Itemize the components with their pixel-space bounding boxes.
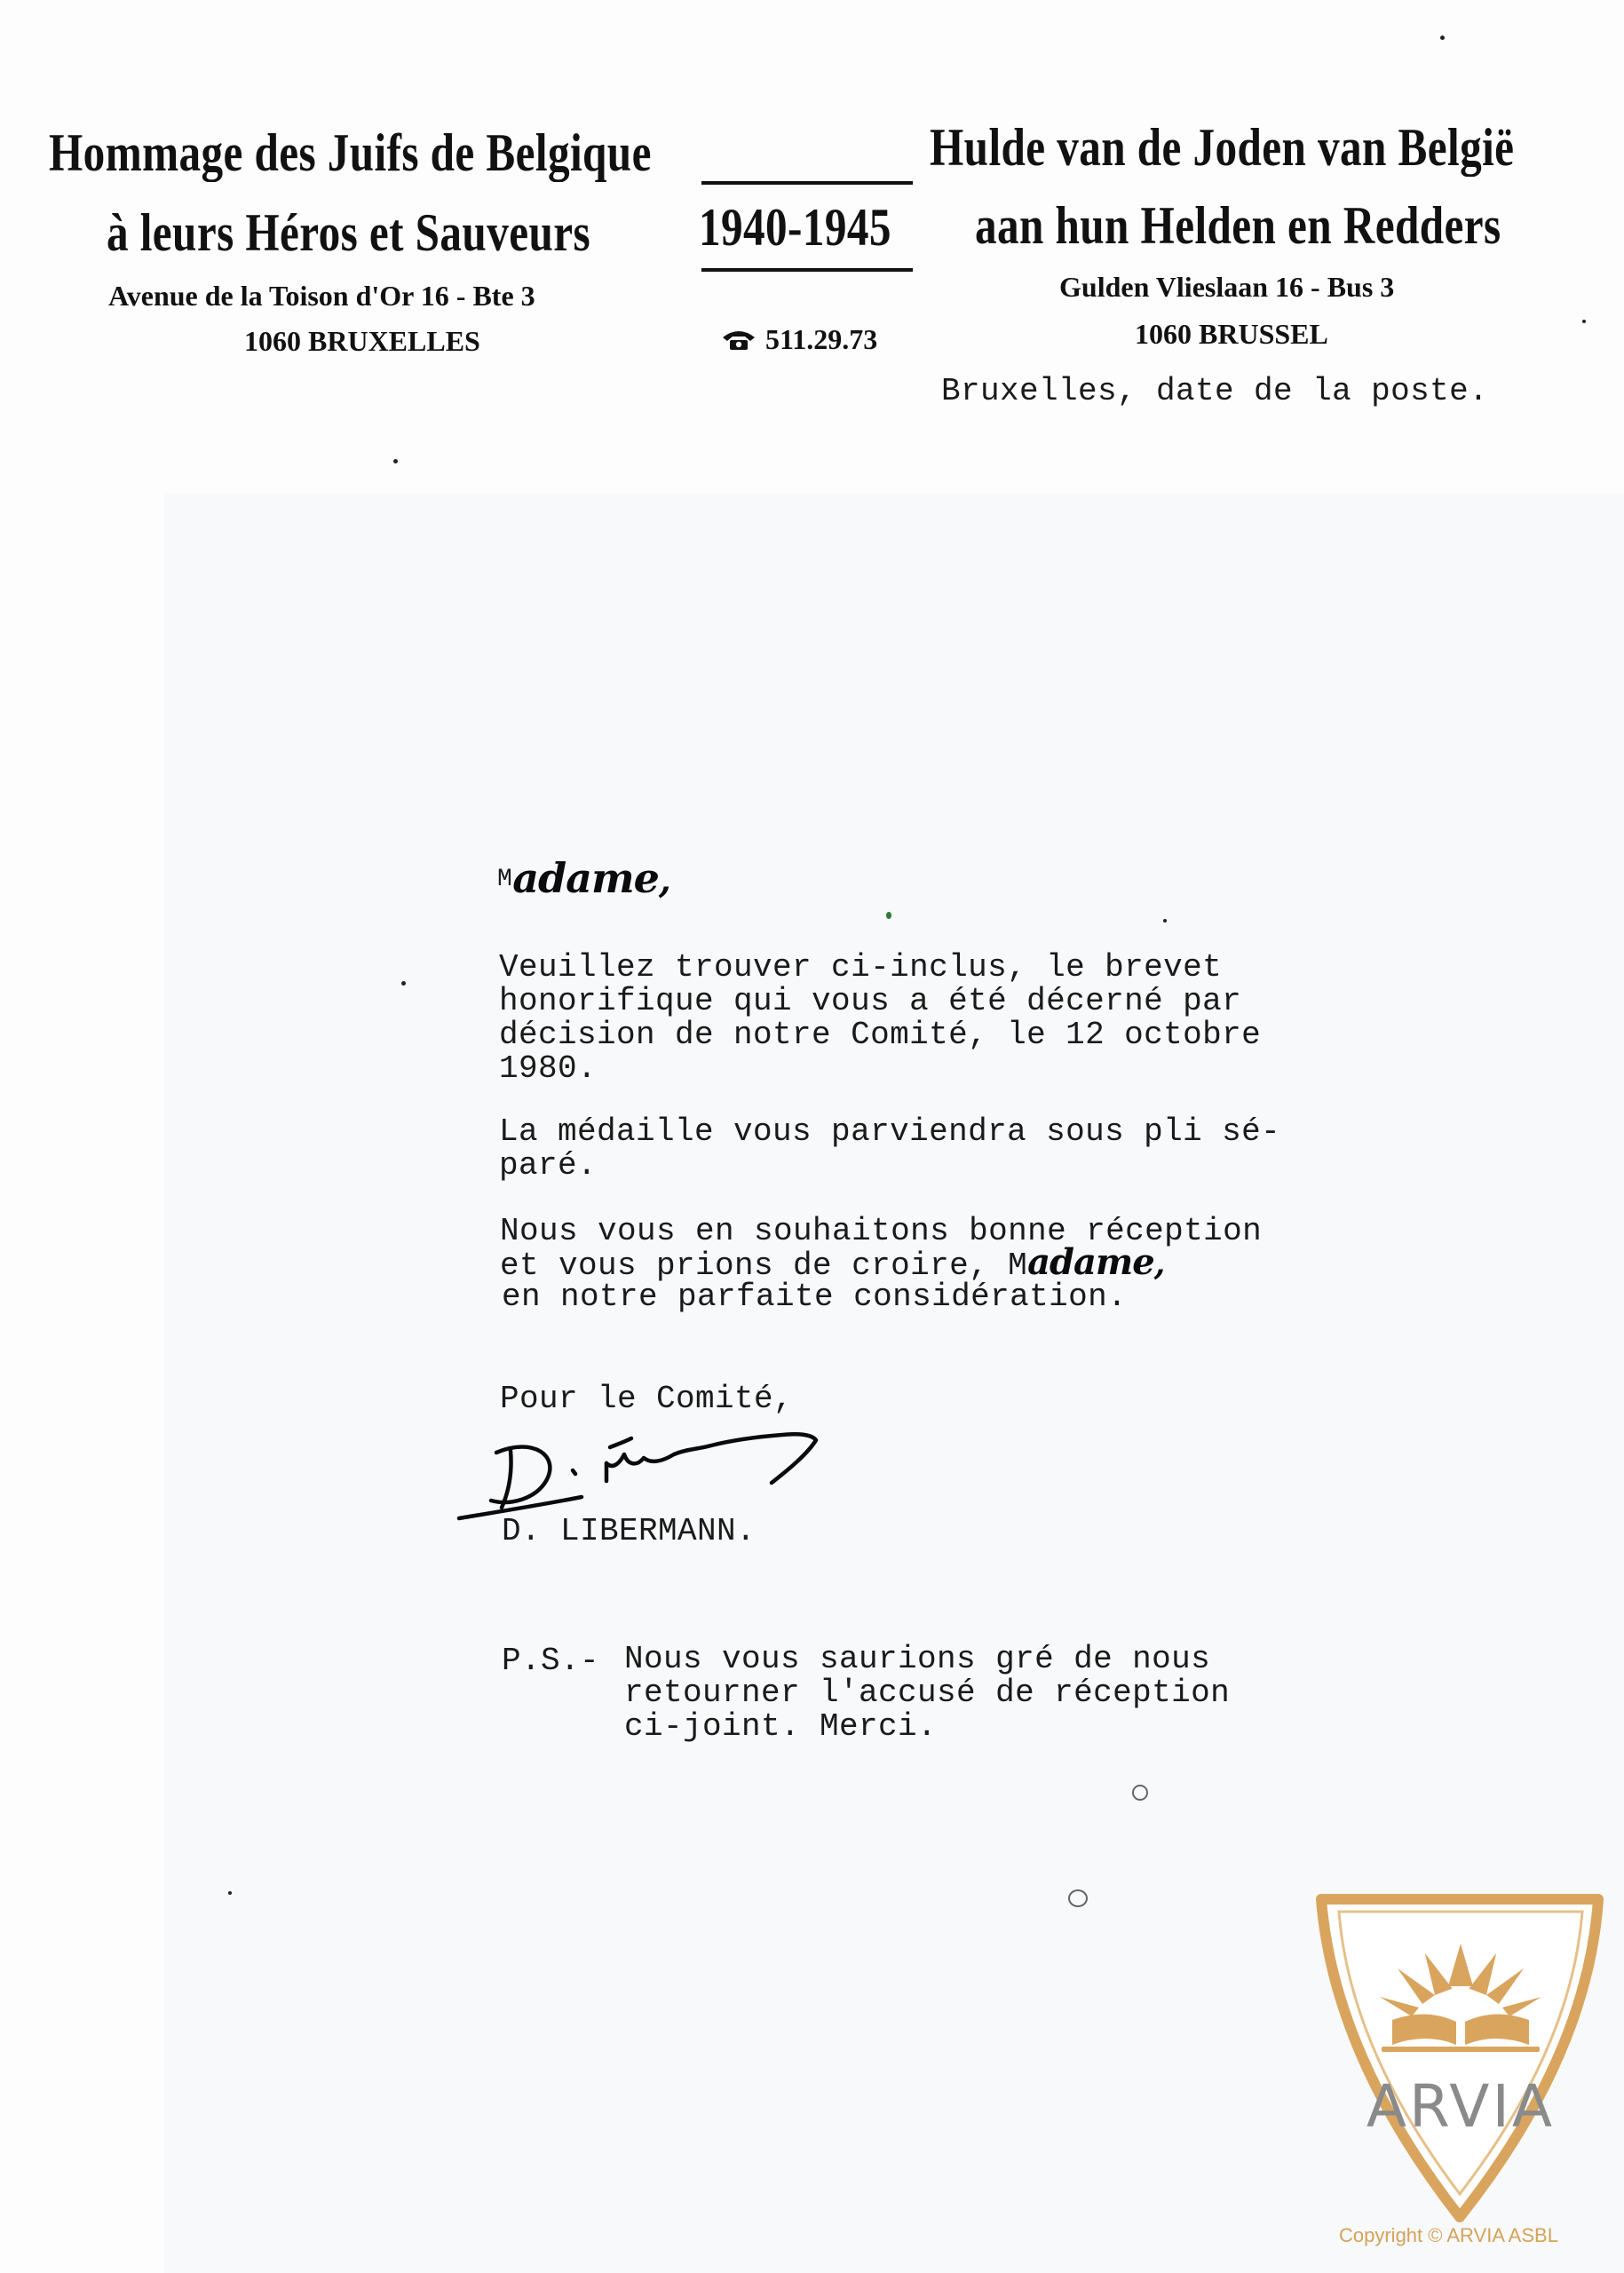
scan-speck	[228, 1891, 232, 1895]
letterhead-nl-address-2: 1060 BRUSSEL	[1135, 318, 1328, 350]
paragraph-3-handwritten: adame	[1027, 1241, 1154, 1283]
ps-line: Nous vous saurions gré de nous	[624, 1641, 1211, 1677]
paragraph-1-line: 1980.	[499, 1050, 598, 1087]
years-rule-bottom	[701, 268, 913, 272]
salutation-handwritten: adame	[512, 854, 659, 902]
copyright-notice: Copyright © ARVIA ASBL	[1339, 2224, 1558, 2246]
salutation-comma: ,	[658, 859, 672, 901]
paragraph-1	[499, 951, 1261, 1086]
paragraph-1-line: Veuillez trouver ci-inclus, le brevet	[499, 949, 1223, 986]
paragraph-3-line-1: Nous vous en souhaitons bonne réception	[500, 1213, 1263, 1249]
paragraph-3-line-2-suffix: ,	[1153, 1245, 1166, 1282]
salutation-prefix: M	[497, 866, 513, 893]
telephone-icon	[721, 326, 757, 359]
letterhead-nl-title-1: Hulde van de Joden van België	[930, 118, 1515, 177]
paragraph-2	[499, 1115, 1280, 1183]
paragraph-1-line: honorifique qui vous a été décerné par	[499, 983, 1242, 1019]
paragraph-2-line: paré.	[499, 1147, 598, 1184]
ps-line: ci-joint. Merci.	[624, 1708, 938, 1745]
signatory-name: D. LIBERMANN.	[502, 1513, 757, 1549]
letterhead-fr-address-2: 1060 BRUXELLES	[244, 325, 480, 357]
paragraph-3-line-3: en notre parfaite considération.	[502, 1279, 1128, 1315]
letterhead-fr-address-1: Avenue de la Toison d'Or 16 - Bte 3	[108, 280, 535, 312]
ps-label: P.S.-	[502, 1643, 600, 1679]
scan-speck	[886, 912, 891, 919]
paragraph-3-line-2	[500, 1241, 1166, 1284]
letterhead-fr-title-1: Hommage des Juifs de Belgique	[49, 123, 652, 182]
letterhead-years: 1940-1945	[699, 198, 891, 257]
letterhead-fr-title-2: à leurs Héros et Sauveurs	[107, 203, 591, 262]
years-rule-top	[701, 181, 913, 185]
letterhead-phone	[721, 323, 877, 359]
phone-number: 511.29.73	[765, 323, 878, 355]
letterhead-nl-address-1: Gulden Vlieslaan 16 - Bus 3	[1059, 271, 1395, 303]
date-line: Bruxelles, date de la poste.	[941, 373, 1489, 409]
paragraph-1-line: décision de notre Comité, le 12 octobre	[499, 1017, 1262, 1053]
arvia-logo-text: ARVIA	[1366, 2072, 1556, 2141]
ps-line: retourner l'accusé de réception	[624, 1675, 1231, 1711]
postscript	[624, 1643, 1230, 1744]
letterhead-nl-title-2: aan hun Helden en Redders	[975, 196, 1501, 255]
closing: Pour le Comité,	[500, 1381, 794, 1417]
paragraph-2-line: La médaille vous parviendra sous pli sé-	[499, 1113, 1281, 1150]
scan-speck	[1163, 919, 1167, 923]
paragraph-3-line-2-prefix: et vous prions de croire, M	[500, 1247, 1028, 1284]
scan-speck	[1132, 1785, 1148, 1801]
scan-speck	[393, 459, 398, 463]
arvia-shield-logo	[1305, 1887, 1616, 2224]
scan-speck	[1068, 1889, 1088, 1907]
scan-speck	[1582, 320, 1586, 323]
salutation	[497, 854, 671, 902]
handwritten-signature	[448, 1419, 892, 1524]
scan-speck	[401, 981, 406, 986]
scan-speck	[1440, 36, 1445, 40]
